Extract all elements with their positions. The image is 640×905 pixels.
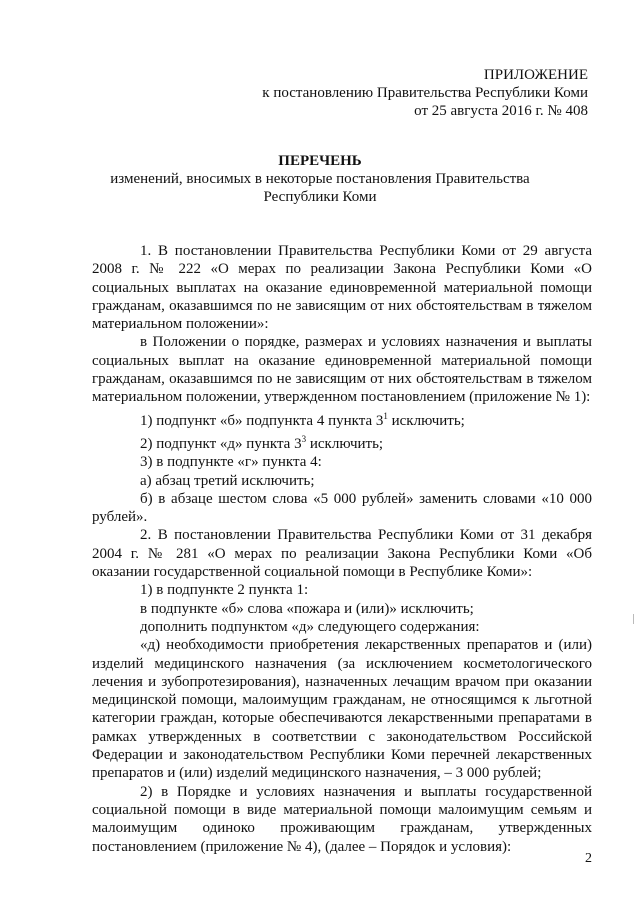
paragraph-8: 2. В постановлении Правительства Республики Коми от 31 декабря 2004 г. № 281 «О мерах по реализации Закона Республики Коми «Об оказании государственной социальной помощи в Республике Коми»: — [92, 527, 592, 581]
appendix-label: ПРИЛОЖЕНИЕ — [483, 67, 588, 83]
scan-margin-mark — [633, 614, 634, 624]
paragraph-3-text: 1) подпункт «б» подпункта 4 пункта 3 — [140, 412, 384, 429]
paragraph-4-superscript: 3 — [301, 433, 307, 444]
paragraph-6: а) абзац третий исключить; — [140, 472, 315, 489]
paragraph-10: в подпункте «б» слова «пожара и (или)» исключить; — [140, 600, 474, 617]
document-subtitle-line-2: Республики Коми — [263, 189, 377, 205]
paragraph-4-text: 2) подпункт «д» пункта 3 — [140, 435, 302, 452]
paragraph-11: дополнить подпунктом «д» следующего содержания: — [140, 618, 480, 635]
paragraph-4 — [92, 430, 592, 453]
paragraph-7: б) в абзаце шестом слова «5 000 рублей» заменить словами «10 000 рублей». — [92, 490, 592, 526]
document-title-block — [0, 152, 640, 206]
appendix-header — [262, 66, 588, 120]
page-number: 2 — [585, 851, 592, 866]
paragraph-9: 1) в подпункте 2 пункта 1: — [140, 582, 309, 599]
paragraph-1: 1. В постановлении Правительства Республики Коми от 29 августа 2008 г. № 222 «О мерах по реализации Закона Республики Коми «О социальных выплатах на оказание единовременной материальной помощи гражданам, оказавшимся по не зависящим от них обстоятельствам в тяжелом материальном положении»: — [92, 243, 592, 333]
document-subtitle-line-1: изменений, вносимых в некоторые постановления Правительства — [110, 171, 530, 187]
appendix-reference: к постановлению Правительства Республики Коми — [262, 85, 588, 101]
document-title: ПЕРЕЧЕНЬ — [278, 153, 362, 169]
paragraph-12: «д) необходимости приобретения лекарственных препаратов и (или) изделий медицинского назначения (за исключением косметологического лечения и зубопротезирования), назначенных лечащим врачом при оказании медицинской помощи, малоимущим гражданам, не относящимся к льготной категории граждан, которые обеспечиваются лекарственными препаратами в рамках утвержденных в соответствии с законодательством Российской Федерации и законодательством Республики Коми перечней лекарственных препаратов и (или) изделий медицинского назначения, – 3 000 рублей; — [92, 637, 592, 782]
paragraph-2: в Положении о порядке, размерах и условиях назначения и выплаты социальных выплат на оказание единовременной материальной помощи гражданам, оказавшимся по не зависящим от них обстоятельствам в тяжелом материальном положении, утвержденном постановлением (приложение № 1): — [92, 334, 592, 406]
paragraph-4-tail: исключить; — [306, 435, 384, 452]
paragraph-13: 2) в Порядке и условиях назначения и выплаты государственной социальной помощи в виде материальной помощи малоимущим семьям и малоимущим одиноко проживающим гражданам, утвержденных постановлением (приложение № 4), (далее – Порядок и условия): — [92, 783, 592, 855]
paragraph-3-superscript: 1 — [383, 410, 388, 421]
paragraph-5: 3) в подпункте «г» пункта 4: — [140, 454, 322, 471]
appendix-date: от 25 августа 2016 г. № 408 — [414, 103, 588, 119]
paragraph-3 — [92, 407, 592, 430]
paragraph-3-tail: исключить; — [387, 412, 465, 429]
document-body — [92, 242, 592, 856]
